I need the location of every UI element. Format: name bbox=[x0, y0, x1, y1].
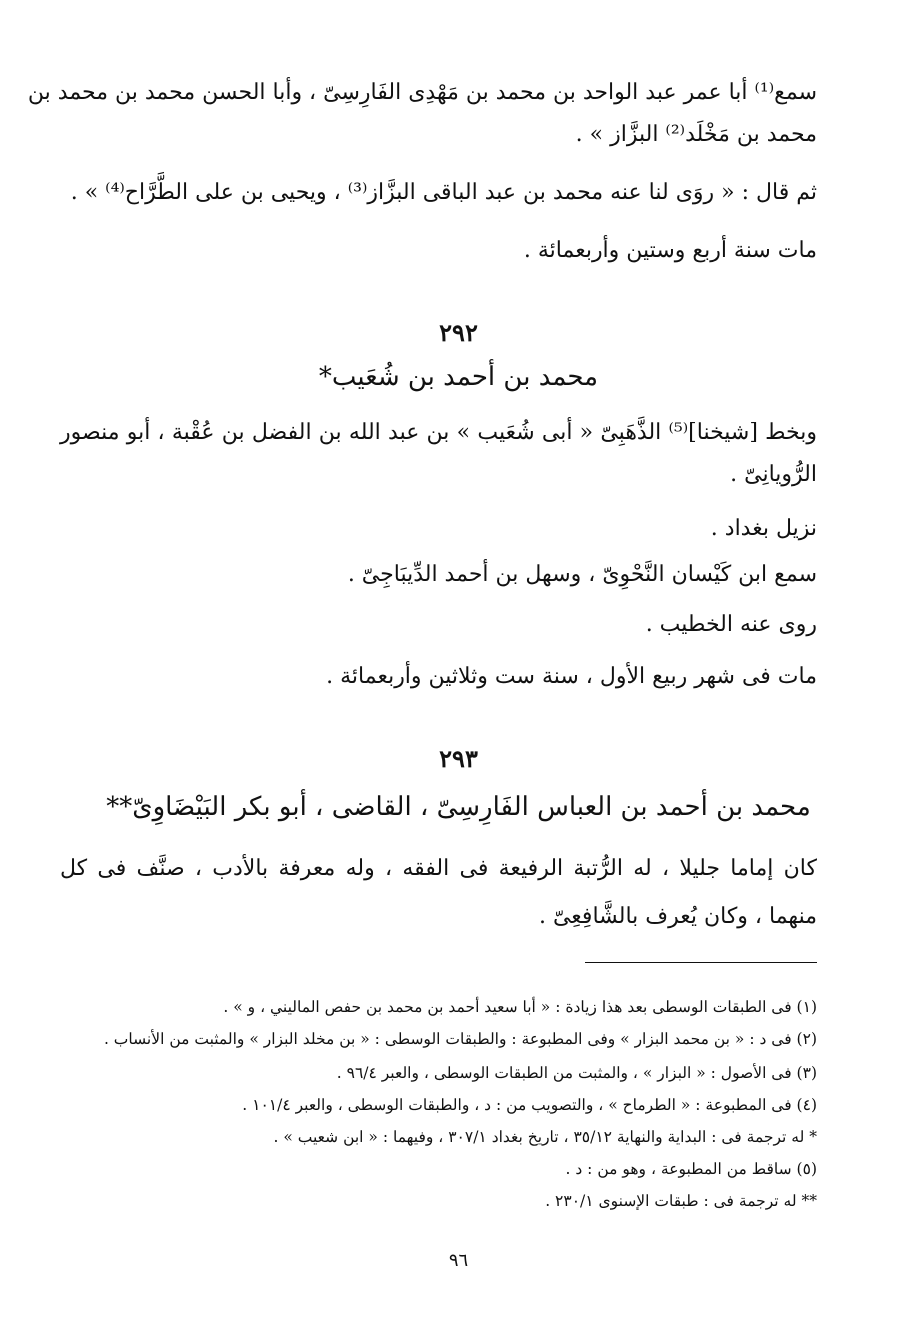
footnote-4: (٤) فى المطبوعة : « الطرماح » ، والتصويب من : د ، والطبقات الوسطى ، والعبر ١٠١/٤ . bbox=[242, 1096, 817, 1114]
entry-292-line-1: وبخط [شيخنا]⁽⁵⁾ الذَّهَبِىّ « أبى شُعَيب » بن عبد الله بن الفضل بن عُقْبة ، أبو منصور bbox=[60, 420, 817, 445]
footnote-star-1: * له ترجمة فى : البداية والنهاية ٣٥/١٢ ، تاريخ بغداد ٣٠٧/١ ، وفيهما : « ابن شعيب » . bbox=[273, 1128, 817, 1146]
entry-292-line-5: روى عنه الخطيب . bbox=[645, 612, 817, 637]
footnote-star-2: ** له ترجمة فى : طبقات الإسنوى ٢٣٠/١ . bbox=[545, 1192, 817, 1210]
entry-292-line-3: نزيل بغداد . bbox=[710, 516, 817, 541]
entry-292-line-4: سمع ابن كَيْسان النَّحْوِىّ ، وسهل بن أحمد الدِّيبَاجِىّ . bbox=[347, 562, 817, 587]
entry-293-number: ٢٩٣ bbox=[439, 744, 478, 773]
footnote-1: (١) فى الطبقات الوسطى بعد هذا زيادة : « أبا سعيد أحمد بن محمد بن حفص الماليني ، و » . bbox=[223, 998, 817, 1016]
footnote-separator bbox=[585, 962, 817, 963]
entry-292-line-6: مات فى شهر ربيع الأول ، سنة ست وثلاثين وأربعمائة . bbox=[326, 664, 817, 689]
footnote-2: (٢) فى د : « بن محمد البزار » وفى المطبوعة : والطبقات الوسطى : « بن مخلد البزار » والمثبت من الأنساب . bbox=[103, 1030, 817, 1048]
intro-line-4: مات سنة أربع وستين وأربعمائة . bbox=[523, 238, 817, 263]
entry-293-title: محمد بن أحمد بن العباس الفَارِسِىّ ، القاضى ، أبو بكر البَيْضَاوِىّ** bbox=[106, 792, 811, 822]
entry-293-line-1: كان إماما جليلا ، له الرُّتبة الرفيعة فى الفقه ، وله معرفة بالأدب ، صنَّف فى كل bbox=[60, 856, 817, 881]
entry-293-line-2: منهما ، وكان يُعرف بالشَّافِعِىّ . bbox=[538, 904, 817, 929]
entry-292-title: محمد بن أحمد بن شُعَيب* bbox=[318, 362, 599, 392]
entry-292-number: ٢٩٢ bbox=[439, 318, 478, 347]
page-number: ٩٦ bbox=[448, 1250, 469, 1271]
intro-line-3: ثم قال : « روَى لنا عنه محمد بن عبد الباقى البزَّاز⁽³⁾ ، ويحيى بن على الطَّرَّاح⁽⁴⁾ » . bbox=[70, 180, 817, 205]
intro-line-1: سمع⁽¹⁾ أبا عمر عبد الواحد بن محمد بن مَهْدِى الفَارِسِىّ ، وأبا الحسن محمد بن محمد بن bbox=[27, 80, 817, 105]
footnote-3: (٣) فى الأصول : « البزار » ، والمثبت من الطبقات الوسطى ، والعبر ٩٦/٤ . bbox=[336, 1064, 817, 1082]
intro-line-2: محمد بن مَخْلَد⁽²⁾ البزَّاز » . bbox=[575, 122, 817, 147]
entry-292-line-2: الرُّويانِىّ . bbox=[730, 462, 817, 487]
footnote-5: (٥) ساقط من المطبوعة ، وهو من : د . bbox=[565, 1160, 817, 1178]
